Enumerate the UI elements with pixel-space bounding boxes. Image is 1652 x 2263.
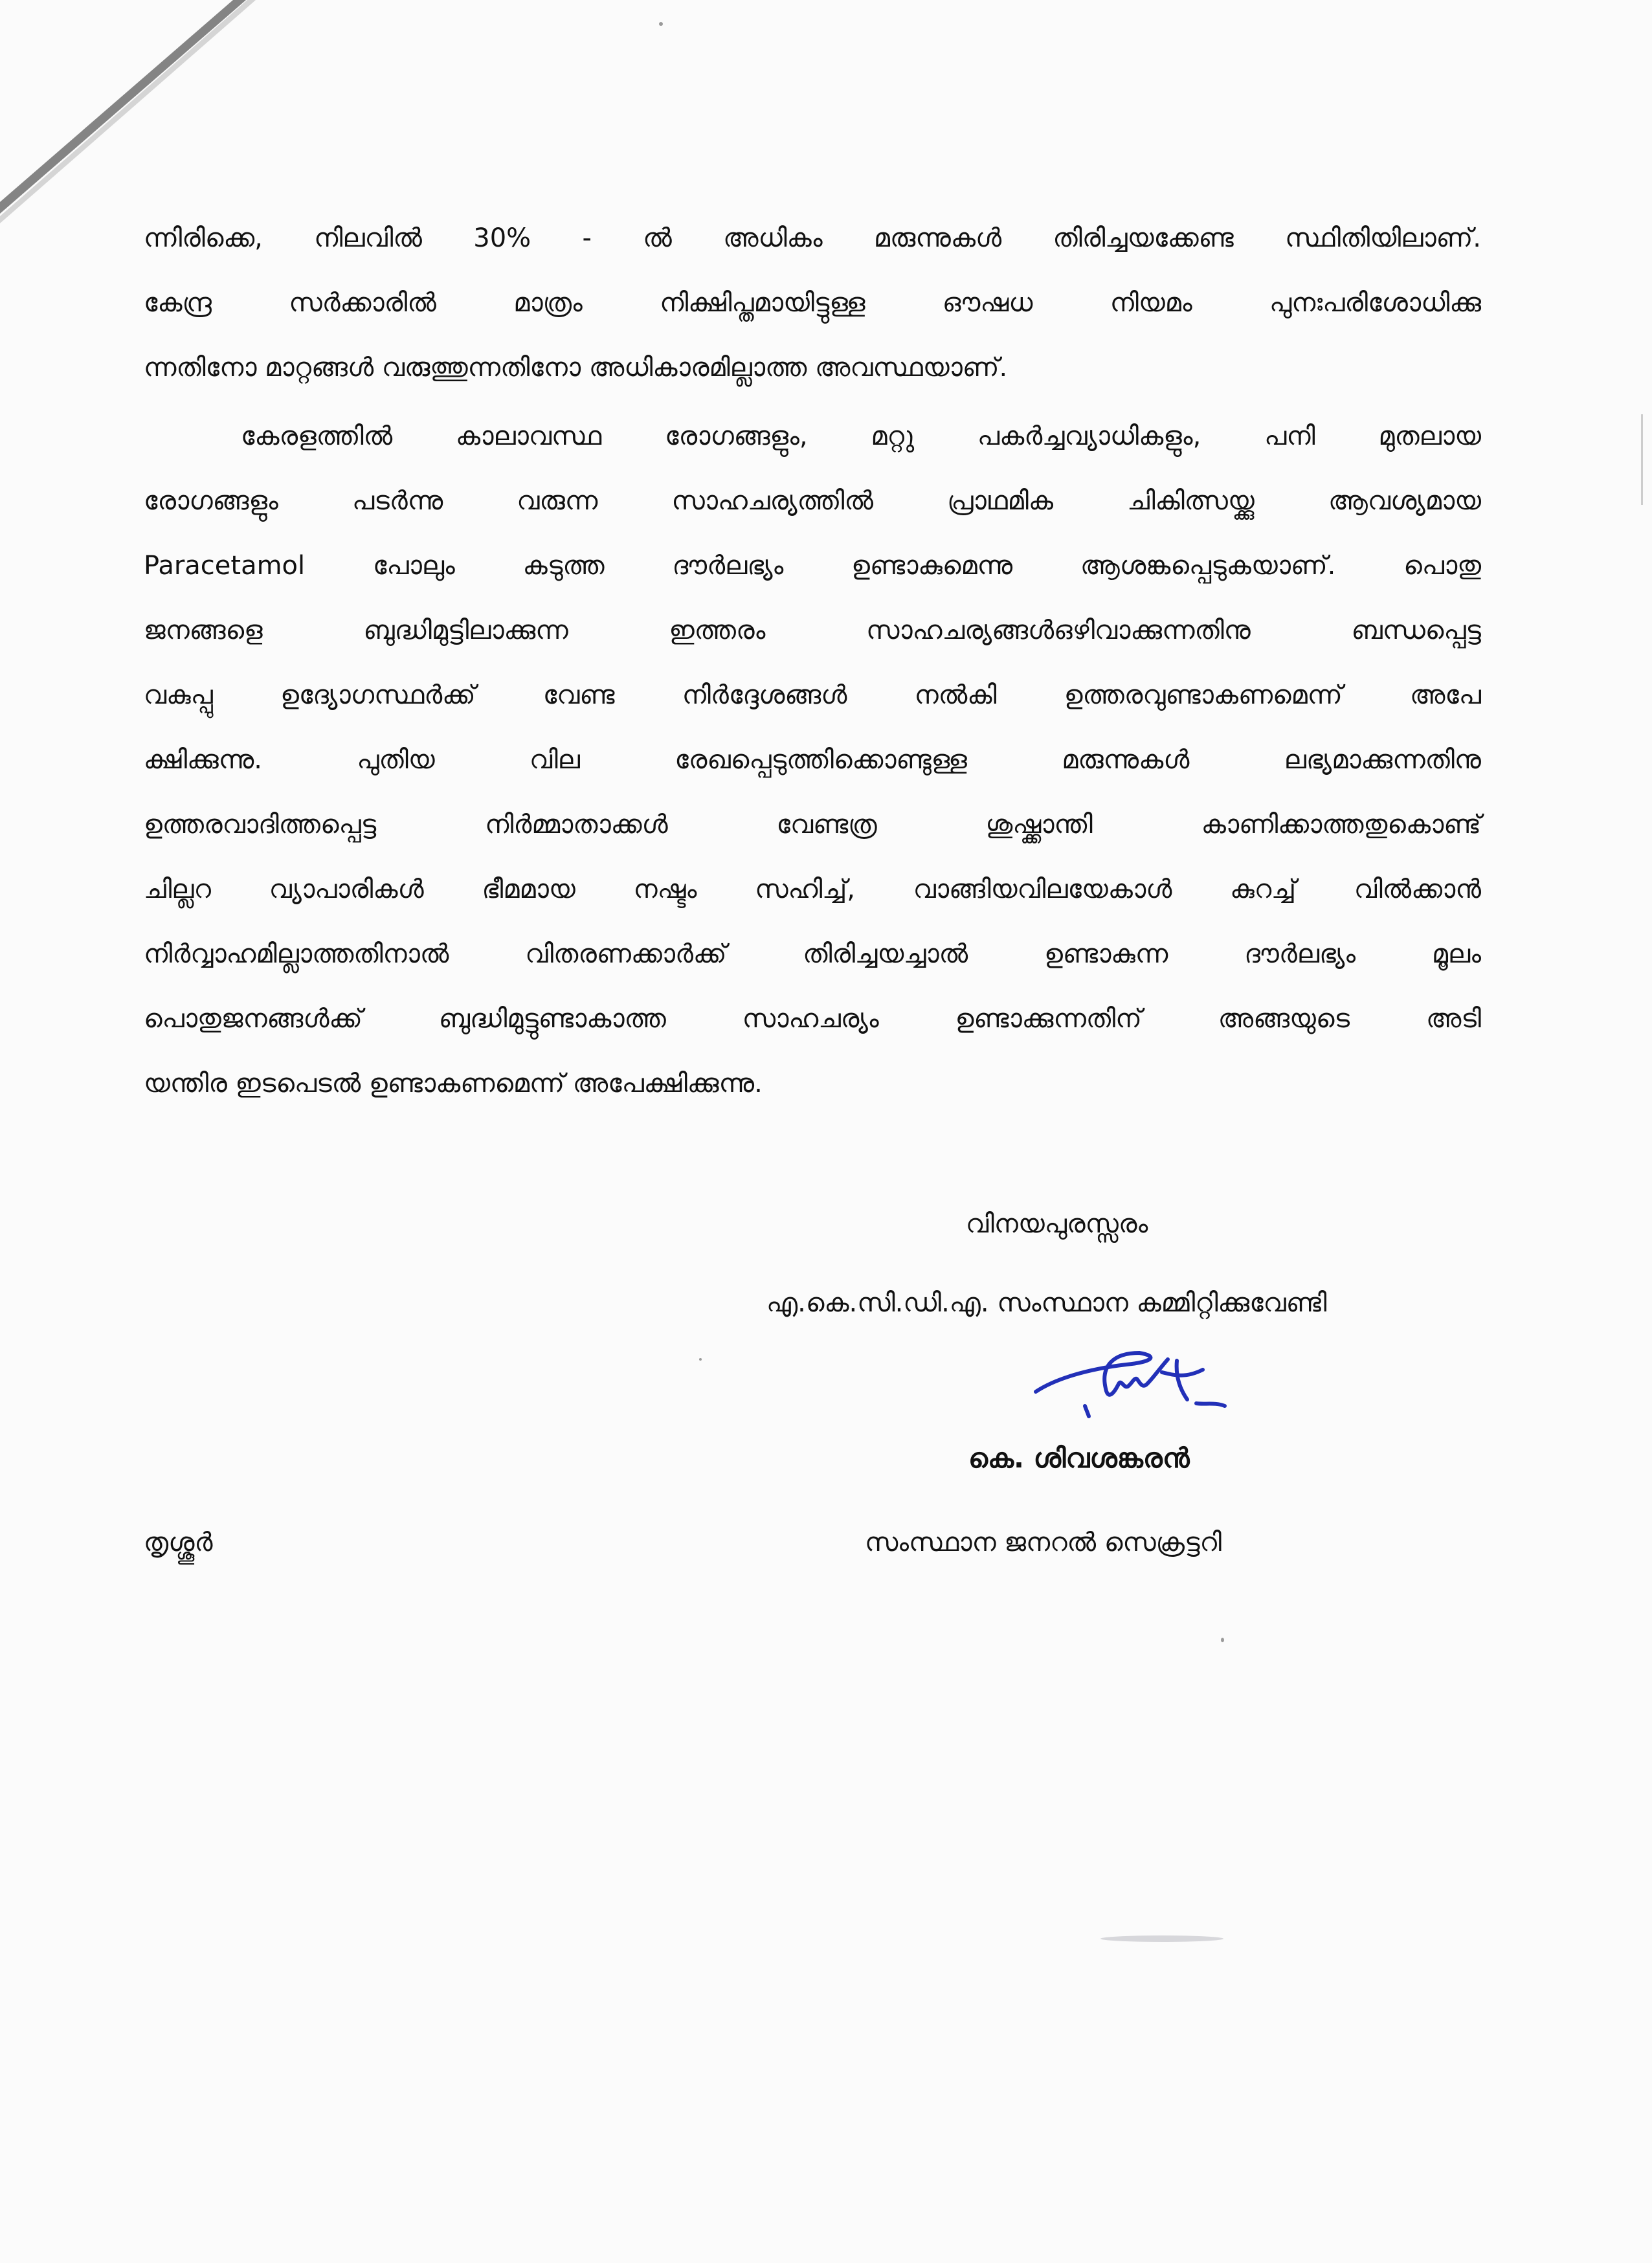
scan-speck bbox=[699, 1358, 702, 1361]
paragraph-line: കേന്ദ്ര സർക്കാരിൽ മാത്രം നിക്ഷിപ്തമായിട്ടുള്ള ഔഷധ നിയമം പുനഃപരിശോധിക്കു bbox=[144, 288, 1481, 318]
on-behalf-line: എ.കെ.സി.ഡി.എ. സംസ്ഥാന കമ്മിറ്റിക്കുവേണ്ടി bbox=[766, 1288, 1327, 1318]
paragraph-line: നിർവ്വാഹമില്ലാത്തതിനാൽ വിതരണക്കാർക്ക് തിരിച്ചയച്ചാൽ ഉണ്ടാകുന്ന ദൗർലഭ്യം മൂലം bbox=[144, 939, 1481, 969]
scan-speck bbox=[1221, 1638, 1224, 1642]
scan-smudge bbox=[1100, 1935, 1223, 1942]
signer-title: സംസ്ഥാന ജനറൽ സെക്രട്ടറി bbox=[865, 1528, 1222, 1557]
paragraph-line: ന്നതിനോ മാറ്റങ്ങൾ വരുത്തുന്നതിനോ അധികാരമില്ലാത്ത അവസ്ഥയാണ്. bbox=[144, 353, 1008, 383]
body-paragraph-1 bbox=[144, 206, 1481, 400]
scan-edge-mark bbox=[1641, 414, 1643, 505]
handwritten-signature bbox=[1029, 1327, 1249, 1450]
place-name: തൃശ്ശൂർ bbox=[144, 1528, 213, 1557]
paragraph-line: രോഗങ്ങളും പടർന്നു വരുന്ന സാഹചര്യത്തിൽ പ്രാഥമിക ചികിത്സയ്ക്കു ആവശ്യമായ bbox=[144, 486, 1481, 516]
body-paragraph-2 bbox=[144, 404, 1481, 1116]
paragraph-line: Paracetamol പോലും കടുത്ത ദൗർലഭ്യം ഉണ്ടാകുമെന്നു ആശങ്കപ്പെടുകയാണ്. പൊതു bbox=[144, 551, 1481, 581]
closing-salutation: വിനയപുരസ്സരം bbox=[966, 1209, 1148, 1239]
signer-name: കെ. ശിവശങ്കരൻ bbox=[968, 1442, 1190, 1474]
paragraph-line: യന്തിര ഇടപെടൽ ഉണ്ടാകണമെന്ന് അപേക്ഷിക്കുന്നു. bbox=[144, 1069, 763, 1098]
paragraph-line: കേരളത്തിൽ കാലാവസ്ഥ രോഗങ്ങളും, മറ്റു പകർച്ചവ്യാധികളും, പനി മുതലായ bbox=[241, 421, 1481, 451]
paragraph-line: ഉത്തരവാദിത്തപ്പെട്ട നിർമ്മാതാക്കൾ വേണ്ടത്ര ശുഷ്ക്കാന്തി കാണിക്കാത്തതുകൊണ്ട് bbox=[144, 810, 1481, 840]
paragraph-line: ന്നിരിക്കെ, നിലവിൽ 30% - ൽ അധികം മരുന്നുകൾ തിരിച്ചയക്കേണ്ട സ്ഥിതിയിലാണ്. bbox=[144, 223, 1481, 253]
scan-speck bbox=[659, 22, 663, 26]
paragraph-line: പൊതുജനങ്ങൾക്ക് ബുദ്ധിമുട്ടുണ്ടാകാത്ത സാഹചര്യം ഉണ്ടാക്കുന്നതിന് അങ്ങയുടെ അടി bbox=[144, 1004, 1481, 1034]
paragraph-line: ക്ഷിക്കുന്നു. പുതിയ വില രേഖപ്പെടുത്തിക്കൊണ്ടുള്ള മരുന്നുകൾ ലഭ്യമാക്കുന്നതിനു bbox=[144, 745, 1481, 775]
paragraph-line: ചില്ലറ വ്യാപാരികൾ ഭീമമായ നഷ്ടം സഹിച്ച്, വാങ്ങിയവിലയേകാൾ കുറച്ച് വിൽക്കാൻ bbox=[144, 875, 1481, 904]
paragraph-line: ജനങ്ങളെ ബുദ്ധിമുട്ടിലാക്കുന്ന ഇത്തരം സാഹചര്യങ്ങൾഒഴിവാക്കുന്നതിനു ബന്ധപ്പെട്ട bbox=[144, 616, 1481, 645]
paragraph-line: വകുപ്പു ഉദ്യോഗസ്ഥർക്ക് വേണ്ട നിർദ്ദേശങ്ങൾ നൽകി ഉത്തരവുണ്ടാകണമെന്ന് അപേ bbox=[144, 680, 1481, 710]
